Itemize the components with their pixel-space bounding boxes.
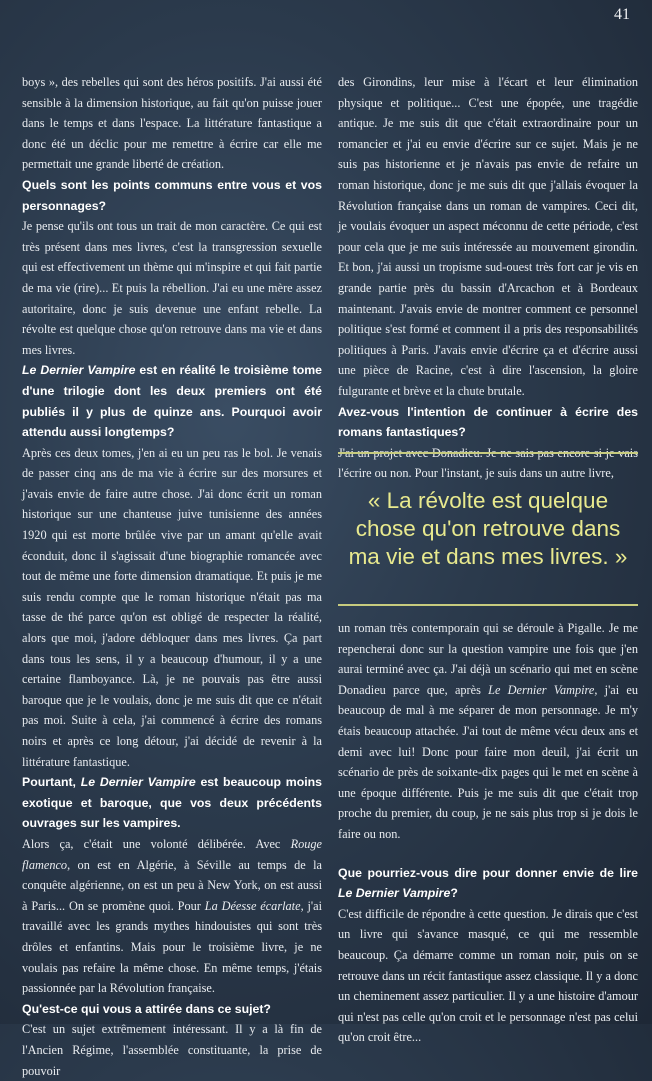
question-5: Avez-vous l'intention de continuer à écrire des romans fantastiques?: [338, 404, 638, 440]
question-2: [22, 360, 322, 442]
answer-3-part: Alors ça, c'était une volonté délibérée. Avec: [22, 836, 291, 851]
page-number: 41: [614, 6, 630, 23]
answer-6: C'est difficile de répondre à cette question. Je dirais que c'est un livre qui s'avance masqué, ce qui me ressemble beaucoup. Ça démarre comme un roman noir, puis on se retrouve dans un récit fantastique assez classique. Il y a donc un cheminement assez particulier. Il y a une histoire d'amour qui n'est pas celle qu'on croit et le personnage n'est pas celui qu'on croit être...: [338, 906, 638, 1045]
book-title: Rouge flamenco: [22, 836, 322, 872]
question-6-pre: Que pourriez-vous dire pour donner envie de lire: [338, 865, 638, 880]
intro-paragraph: boys », des rebelles qui sont des héros positifs. J'ai aussi été sensible à la dimension historique, au fait qu'on puisse jouer dans le temps et dans l'espace. La littérature fantastique a donc été un déclic pour me remettre à écrire car elle me permettait une grande liberté de création.: [22, 75, 322, 172]
book-title: La Déesse écarlate: [204, 898, 301, 913]
right-column-top: [338, 72, 638, 484]
question-2-text: est en réalité le troisième tome d'une trilogie dont les deux premiers ont été publiés il y plus de quinze ans. Pourquoi avoir attendu aussi longtemps?: [22, 363, 323, 440]
answer-4: C'est un sujet extrêmement intéressant. Il y a là fin de l'Ancien Régime, l'assemblée constituante, la prise de pouvoir: [22, 1022, 322, 1078]
answer-4-continued: des Girondins, leur mise à l'écart et leur élimination physique et politique... C'est une épopée, une tragédie antique. Je me suis dit que c'était extraordinaire pour un romancier et j'ai eu envie d'écrire sur ce sujet. Mais je ne suis pas historienne et je n'avais pas envie de refaire un roman historique, donc je me suis dit que j'allais évoquer la Révolution française dans un roman de vampires. Ceci dit, je voulais évoquer un aspect méconnu de cette période, c'est pour cela que je me suis intéressée au mouvement girondin. Et bon, j'ai aussi un tropisme sud-ouest très fort car je vis en grande partie près du bassin d'Arcachon et à Bordeaux maintenant. J'avais envie de montrer comment ce personnel politique s'est formé et comment il a pris des responsabilités politiques à Paris. J'avais envie d'écrire ça et d'écrire aussi une pièce de Racine, c'est à dire l'ascension, la gloire fulgurante et brève et la chute brutale.: [338, 75, 638, 398]
question-3-pre: Pourtant,: [22, 775, 81, 790]
question-6: [338, 863, 638, 904]
pull-quote-text: « La révolte est quelque chose qu'on retrouve dans ma vie et dans mes livres. »: [348, 488, 628, 569]
book-title: Le Dernier Vampire: [80, 775, 196, 790]
left-column: [22, 72, 322, 1081]
answer-3-part: , on est en Algérie, à Séville au temps de la conquête algérienne, on est un peu à New York, on est aussi à Paris... On se promène quoi. Pour: [22, 857, 322, 913]
answer-5-start: J'ai un projet avec Donadieu. Je ne sais pas encore si je vais l'écrire ou non. Pour l'instant, je suis dans un autre livre,: [338, 445, 638, 481]
question-3: [22, 772, 322, 834]
answer-1: Je pense qu'ils ont tous un trait de mon caractère. Ce qui est très présent dans mes livres, c'est la transgression sexuelle qui est effectivement un thème qui m'inspire et qui fait partie de ma vie (rire)... Et puis la rébellion. J'ai eu une mère assez autoritaire, donc je suis devenue une enfant rebelle. La révolte est quelque chose qu'on retrouve dans ma vie et dans mes livres.: [22, 219, 322, 357]
question-1: Quels sont les points communs entre vous et vos personnages?: [22, 177, 322, 213]
book-title: Le Dernier Vampire: [338, 886, 451, 901]
question-6-post: ?: [450, 886, 458, 901]
pull-quote: [338, 452, 638, 606]
answer-2: Après ces deux tomes, j'en ai eu un peu ras le bol. Je venais de passer cinq ans de ma vie à écrire sur des morsures et j'avais envie de faire autre chose. J'ai donc écrit un roman historique sur une chanteuse juive tunisienne des années 1920 qui est morte brûlée vive par un amant qu'elle avait éconduit, donc il s'agissait d'une biographie romancée avec tout de même une forte dimension dramatique. Et puis je me suis rendu compte que le roman historique n'était pas ma tasse de thé parce qu'on est obligé de respecter la réalité, alors que moi, j'adore débloquer dans mes livres. Ça part dans tous les sens, il y a beaucoup d'humour, il y a une certaine flamboyance. Là, je ne pouvais pas être aussi baroque que je le voulais, donc je me suis dit que ce n'était pas moi. Suite à cela, j'ai commencé à écrire des romans noirs et après ce long détour, j'ai décidé de revenir à la littérature fantastique.: [22, 445, 322, 769]
answer-5: [338, 618, 638, 845]
book-title: Le Dernier Vampire: [22, 363, 136, 378]
answer-5-part: un roman très contemporain qui se déroule à Pigalle. Je me repencherai donc sur la question vampire une fois que j'en aurai terminé avec ça. J'ai déjà un scénario qui met en scène Donadieu parce que, après: [338, 621, 638, 697]
answer-5-part: , j'ai eu beaucoup de mal à me séparer de mon personnage. Je m'y étais beaucoup attachée. J'ai tout de même vécu deux ans et demi avec lui! Donc pour faire mon deuil, j'ai écrit un scénario de près de soixante-dix pages qui le met en scène à une époque différente. Puis je me suis dit que c'était trop proche du premier, du coup, je ne sais plus trop si je dois le faire ou non.: [338, 682, 638, 841]
question-4: Qu'est-ce qui vous a attirée dans ce sujet?: [22, 1001, 271, 1016]
book-title: Le Dernier Vampire: [488, 682, 595, 697]
answer-3: [22, 834, 322, 999]
question-3-text: est beaucoup moins exotique et baroque, que vos deux précédents ouvrages sur les vampires.: [22, 775, 323, 831]
right-column-bottom: [338, 618, 638, 1048]
answer-3-part: , j'ai travaillé avec les grands mythes hindouistes qui sont très drôles et enfantins. Mais pour le troisième livre, je ne voulais pas refaire la même chose. En même temps, j'étais passionnée par la Révolution française.: [22, 898, 322, 996]
